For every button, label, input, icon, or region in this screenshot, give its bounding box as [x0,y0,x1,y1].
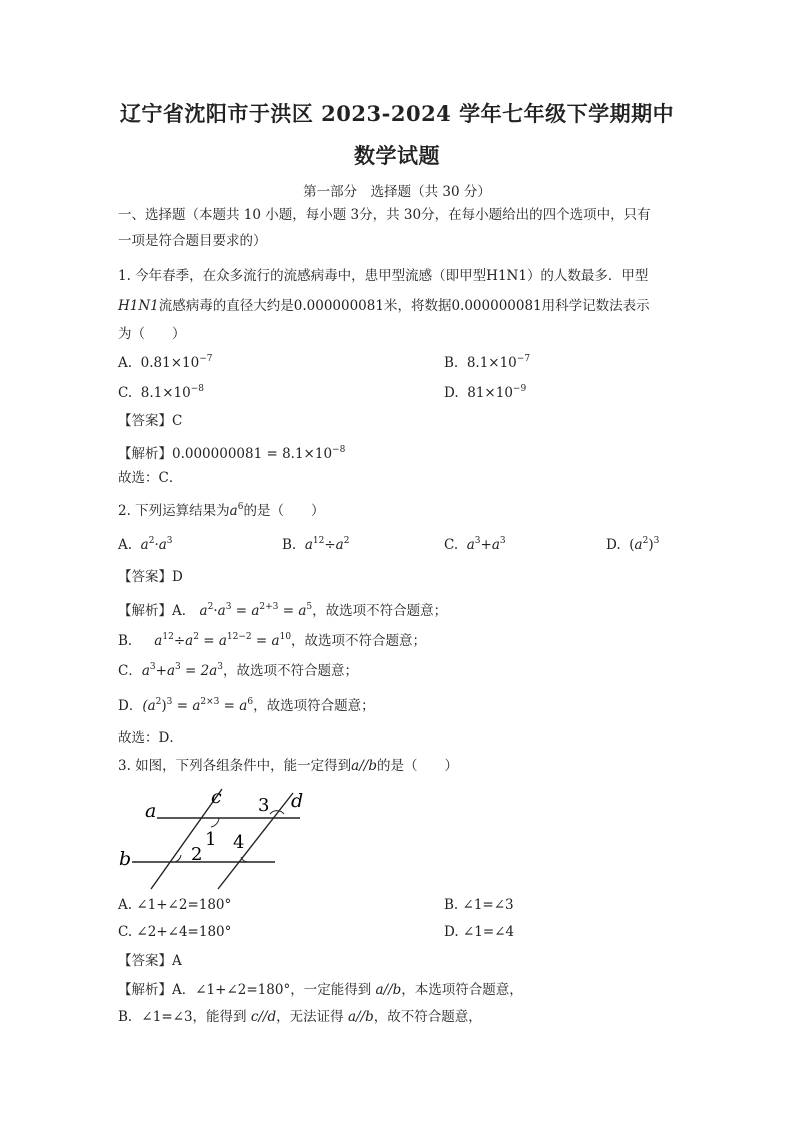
math: a [634,537,643,553]
q3-stem [118,756,458,776]
q2-text: 的是（ ） [243,503,325,519]
math-exp: 2 [343,536,350,546]
q1-option-d [444,384,526,401]
math-exp: 12−2 [226,632,252,642]
q1-stem-line-3: 为（ ） [118,326,186,342]
math: a [140,537,149,553]
q3-text: 3. 如图，下列各组条件中，能一定得到 [118,758,352,774]
math: a [298,603,307,619]
q1-text: 米，将数据 [383,298,452,314]
math-op: = [255,633,268,649]
label-2: 2 [191,844,203,865]
option-label: D. [444,385,459,401]
math: a [239,698,248,714]
math: a [158,537,167,553]
q2-option-b [282,536,349,553]
math-op: = [185,663,197,679]
math-exp: 2 [148,536,155,546]
math-op: = [203,633,215,649]
math-exp: 2+3 [259,602,279,612]
analysis-label: D． [118,698,143,714]
analysis-label: 【解析】A． [118,603,196,619]
q1-stem-line-1 [118,266,648,286]
q3-option-b: B. ∠1=∠3 [444,897,514,913]
option-exponent: −8 [190,384,204,394]
q2-math-base: a [229,503,238,519]
q1-conclusion: 故选：C． [118,470,183,486]
math-paren: ( [629,537,635,553]
analysis-text: ，故不符合题意， [373,1009,482,1025]
math: a [218,633,227,649]
analysis-text: ，故选项不符合题意； [223,663,359,679]
option-label: D. [606,537,621,553]
math-op: = [282,603,295,619]
math-op: = [223,698,235,714]
math-exp: 2 [155,697,162,707]
option-value: 8.1×10 [466,355,517,371]
q3-option-d: D. ∠1=∠4 [444,924,515,940]
q1-analysis [118,440,345,464]
math: a [141,663,150,679]
math-exp: 3 [166,697,173,707]
line-d [218,793,293,889]
q3-parallel-lines-figure [115,785,320,890]
math-exp: 3 [175,662,181,672]
q1-math-h1n1: H1N1 [486,268,527,284]
option-label: A. [118,355,133,371]
q2-stem [118,497,324,521]
q3-option-a: A. ∠1+∠2=180° [118,897,232,913]
q2-math-exponent: 6 [237,502,244,512]
option-label: A. [118,537,133,553]
q1-text: 用科学记数法表示 [541,298,650,314]
q2-conclusion: 故选：D． [118,730,183,746]
q2-option-a [118,536,173,553]
q2-analysis-a [118,597,447,621]
q1-option-b [444,354,530,371]
option-value: 81×10 [467,385,513,401]
math-exp: 3 [149,662,156,672]
math: a [335,537,344,553]
option-value: 8.1×10 [140,385,191,401]
analysis-text: ，故选项不符合题意； [291,633,427,649]
math-exp: 3 [225,602,232,612]
math: a [185,633,194,649]
math-exp: 3 [166,536,173,546]
math-exp: 3 [653,536,660,546]
math-op: ÷ [324,537,336,553]
option-exponent: −7 [199,354,213,364]
label-d: d [291,790,304,812]
math-exp: 12 [162,632,174,642]
analysis-math: c//d [250,1009,277,1025]
q2-answer: 【答案】D [118,569,183,585]
analysis-label: 【解析】 [118,446,172,462]
analysis-text: ，无法证得 [276,1009,348,1025]
option-value: 0.81×10 [140,355,200,371]
section-intro-line-1: 一、选择题（本题共 10 小题，每小题 3分，共 30分，在每小题给出的四个选项中，只有 [118,207,651,223]
analysis-exponent: −8 [332,445,346,455]
option-exponent: −7 [516,354,531,364]
q1-stem-line-2 [118,296,650,316]
q1-text: 流感病毒的直径大约是 [158,298,294,314]
math-exp: 3 [217,662,224,672]
label-1: 1 [205,829,217,850]
math-exp: 2×3 [200,697,220,707]
option-label: C. [444,537,459,553]
option-label: B. [444,355,459,371]
math-exp: 6 [247,697,254,707]
analysis-text: ，本选项符合题意， [401,982,523,998]
math: a [304,537,313,553]
math-op: ÷ [173,633,186,649]
math: a [466,537,475,553]
math: a [192,698,201,714]
math-exp: 3 [499,536,506,546]
math-exp: 3 [474,536,481,546]
label-b: b [119,848,132,870]
label-4: 4 [233,832,245,853]
q2-analysis-b [118,627,426,651]
q1-option-c [118,384,204,401]
q2-text: 2. 下列运算结果为 [118,503,230,519]
math-op: + [155,663,167,679]
analysis-math: a//b [347,1009,374,1025]
math-exp: 2 [207,602,214,612]
document-subtitle: 数学试题 [354,143,440,168]
analysis-label: B． [118,633,142,649]
analysis-math: a//b [375,982,402,998]
math-op: = [176,698,189,714]
q1-number: 0.000000081 [451,298,542,314]
q3-math: a//b [351,758,377,774]
math: a [271,633,280,649]
q2-option-c [444,536,506,553]
option-label: B. [282,537,297,553]
math-paren: ) [161,698,167,714]
math-paren: ) [648,537,654,553]
q3-answer: 【答案】A [118,953,182,969]
q2-analysis-c [118,657,358,681]
q1-text: 1. 今年春季，在众多流行的流感病毒中，患甲型流感（即甲型 [118,268,487,284]
analysis-text: ，故选项符合题意； [253,698,375,714]
section-intro-line-2: 一项是符合题目要求的） [118,233,267,249]
math-exp: 2 [642,536,649,546]
q1-option-a [118,354,212,371]
analysis-text: 【解析】A．∠1+∠2=180°，一定能得到 [118,982,376,998]
label-a: a [145,800,157,822]
math-exp: 12 [312,536,325,546]
math-exp: 5 [306,602,313,612]
math: a [491,537,500,553]
math: a [251,603,260,619]
math: a [199,603,208,619]
q3-text: 的是（ ） [376,758,458,774]
q1-math-h1n1: H1N1 [118,298,159,314]
math: a [217,603,226,619]
math-op: · [154,537,159,553]
q1-number: 0.000000081 [293,298,384,314]
angle-2-arc [175,855,181,862]
analysis-text: B．∠1=∠3，能得到 [118,1009,251,1025]
math-exp: 10 [279,632,292,642]
math-op: · [213,603,218,619]
math-op: = [235,603,248,619]
math-op: + [480,537,492,553]
angle-1-arc [211,818,219,827]
q2-analysis-d [118,692,375,716]
label-3: 3 [258,795,270,816]
q1-text: ）的人数最多．甲型 [526,268,649,284]
option-label: C. [118,385,133,401]
q1-answer: 【答案】C [118,413,183,429]
analysis-math: 0.000000081 = 8.1×10 [172,446,333,462]
math: a [154,633,163,649]
analysis-text: ，故选项不符合题意； [312,603,448,619]
document-title: 辽宁省沈阳市于洪区 2023-2024 学年七年级下学期期中 [119,101,675,126]
math: (a [142,698,156,714]
q3-option-c: C. ∠2+∠4=180° [118,924,232,940]
math: 2a [200,663,218,679]
q2-option-d [606,536,659,553]
q3-analysis-b [118,1007,482,1027]
analysis-label: C． [118,663,142,679]
option-exponent: −9 [512,384,527,394]
part-heading: 第一部分 选择题（共 30 分） [303,184,491,200]
math: a [166,663,176,679]
label-c: c [211,786,222,808]
q3-analysis-a [118,980,523,1000]
math-exp: 2 [193,632,199,642]
